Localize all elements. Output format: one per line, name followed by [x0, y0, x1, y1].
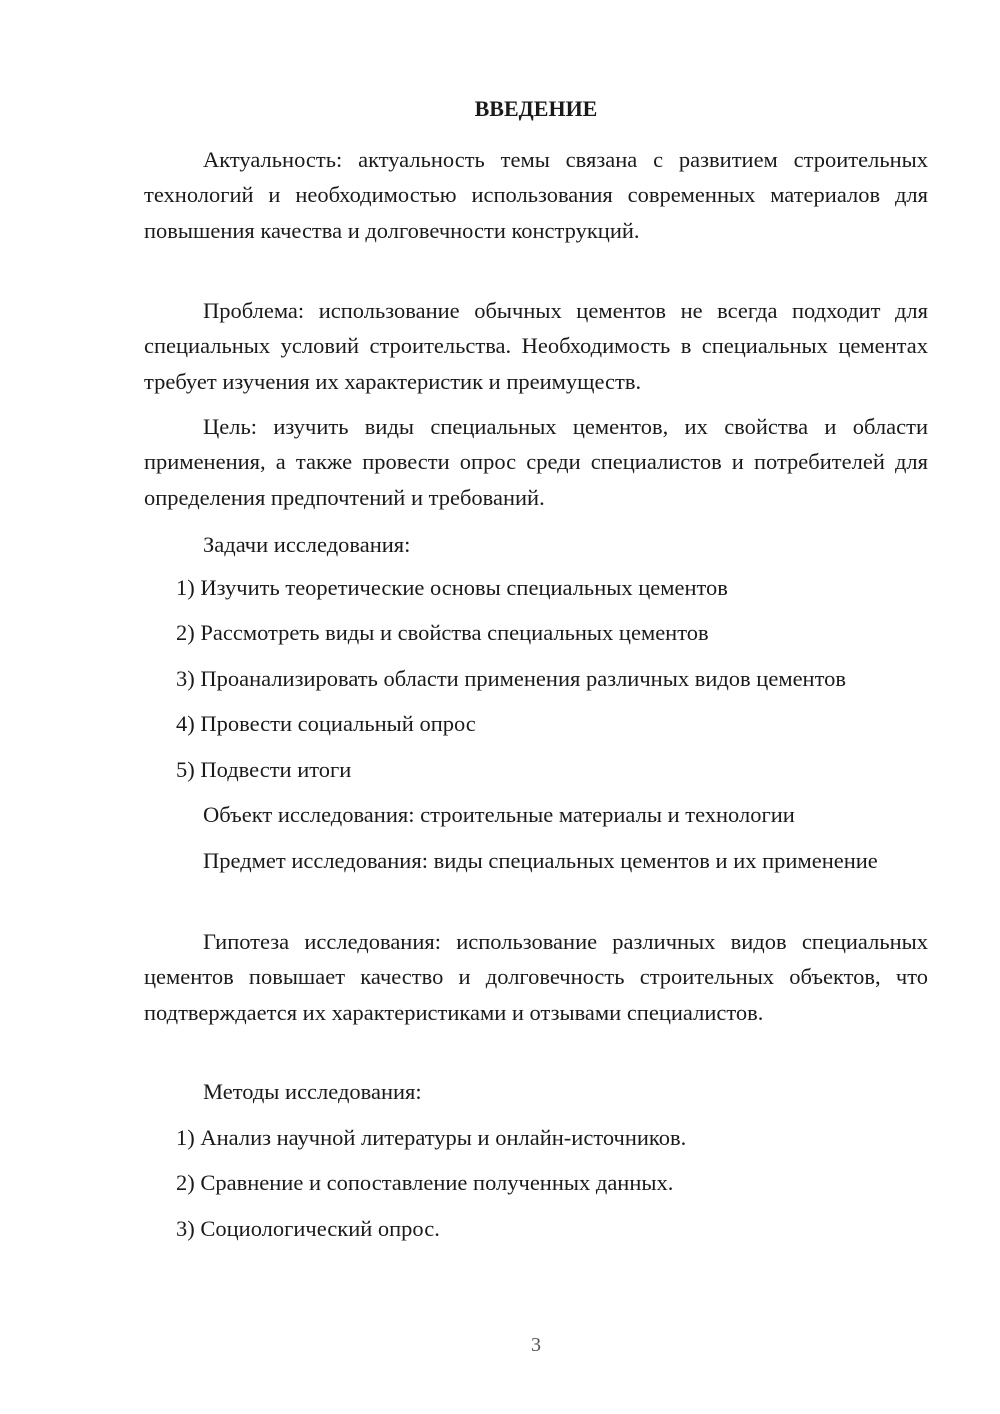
methods-heading: Методы исследования:	[203, 1079, 422, 1104]
tasks-heading: Задачи исследования:	[203, 532, 411, 557]
task-item-1: 1) Изучить теоретические основы специальных цементов	[176, 575, 728, 600]
task-item-4: 4) Провести социальный опрос	[176, 711, 476, 736]
task-item-3: 3) Проанализировать области применения различных видов цементов	[176, 666, 847, 691]
goal-paragraph: Цель: изучить виды специальных цементов, их свойства и области применения, а также провести опрос среди специалистов и потребителей для определения предпочтений и требований.	[144, 414, 928, 510]
method-item-2: 2) Сравнение и сопоставление полученных данных.	[176, 1170, 674, 1195]
task-item-5: 5) Подвести итоги	[176, 757, 352, 782]
page-title: ВВЕДЕНИЕ	[474, 96, 598, 121]
task-item-2: 2) Рассмотреть виды и свойства специальных цементов	[176, 620, 709, 645]
relevance-paragraph: Актуальность: актуальность темы связана с развитием строительных технологий и необходимостью использования современных материалов для повышения качества и долговечности конструкций.	[144, 147, 928, 243]
problem-paragraph: Проблема: использование обычных цементов не всегда подходит для специальных условий строительства. Необходимость в специальных цементах требует изучения их характеристик и преимуществ.	[144, 298, 928, 394]
object-paragraph: Объект исследования: строительные материалы и технологии	[203, 802, 795, 827]
page-number: 3	[531, 1334, 541, 1356]
method-item-1: 1) Анализ научной литературы и онлайн-источников.	[176, 1125, 687, 1150]
hypothesis-paragraph: Гипотеза исследования: использование различных видов специальных цементов повышает качество и долговечность строительных объектов, что подтверждается их характеристиками и отзывами специалистов.	[144, 929, 928, 1025]
subject-paragraph: Предмет исследования: виды специальных цементов и их применение	[203, 848, 878, 873]
method-item-3: 3) Социологический опрос.	[176, 1216, 440, 1241]
